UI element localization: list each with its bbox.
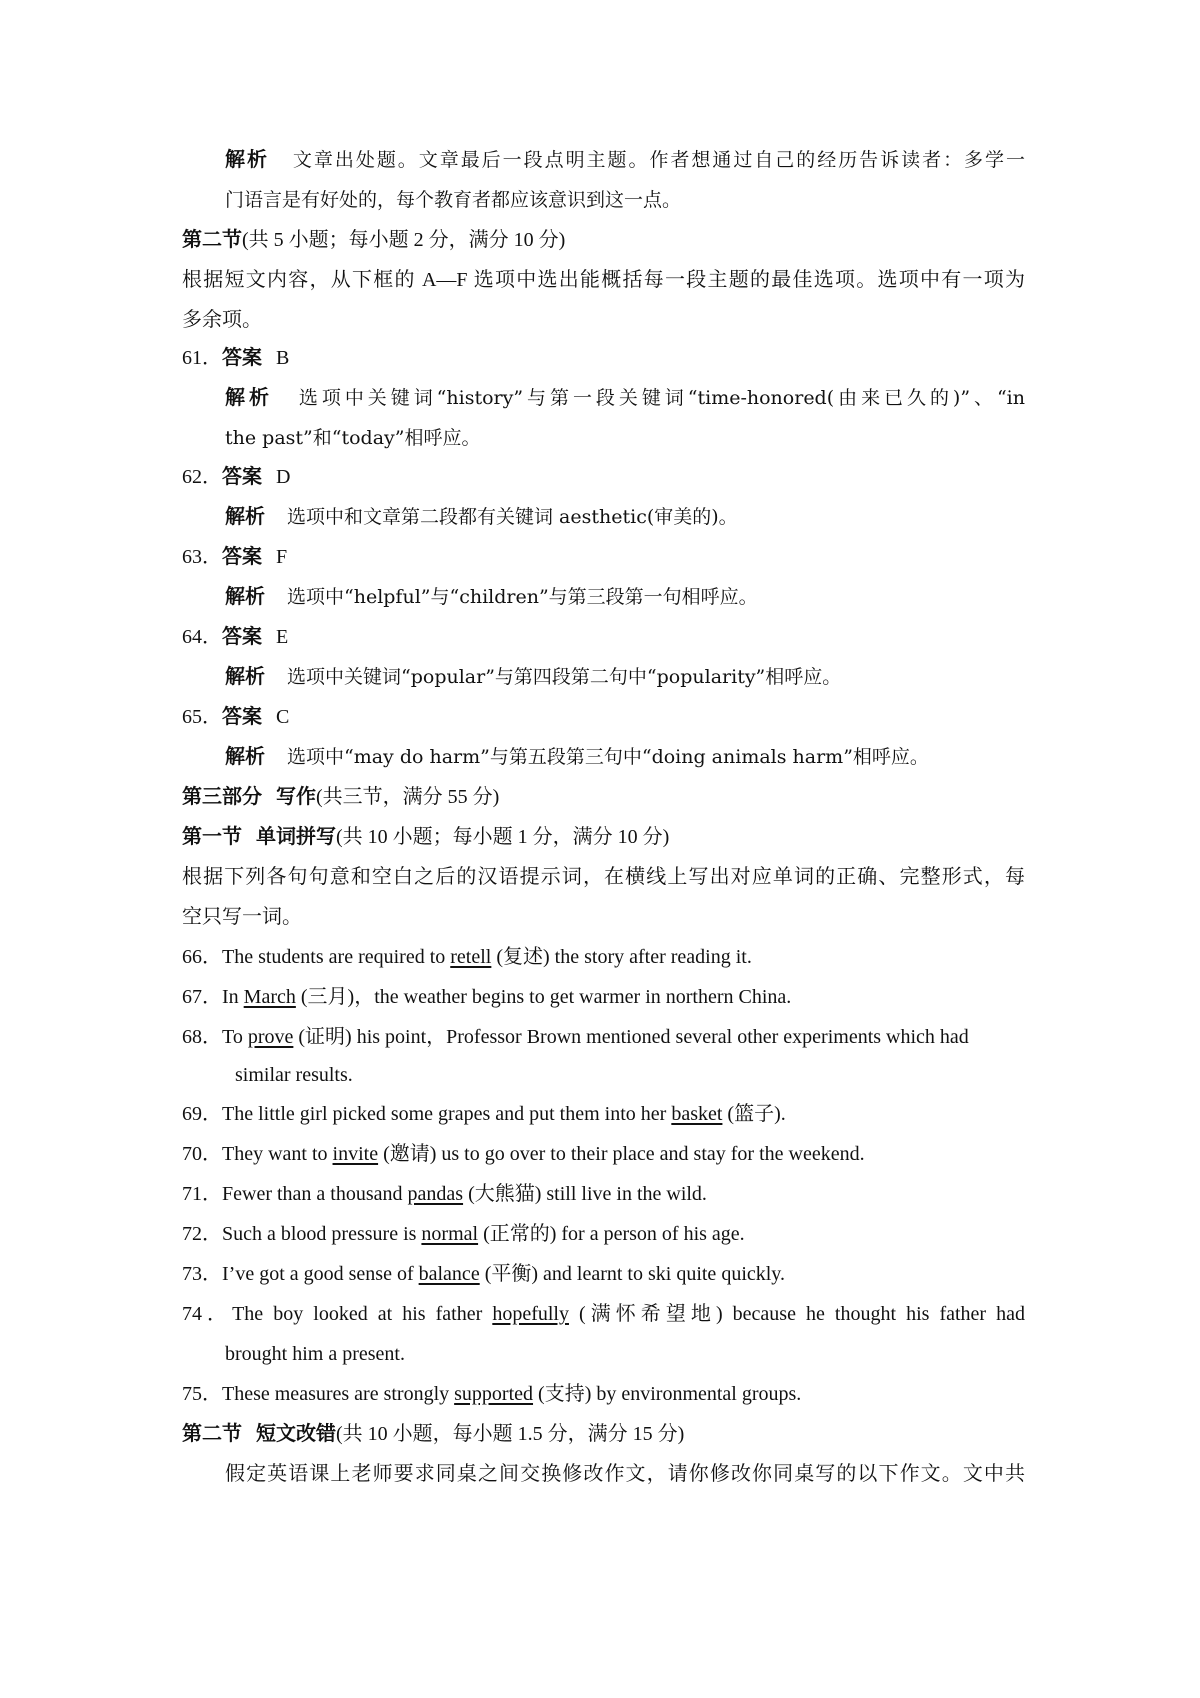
analysis-row [225,502,1025,532]
answer-value: E [276,626,289,648]
section-scoring: (共 10 小题，每小题 1.5 分，满分 15 分) [336,1423,685,1445]
item-text: brought him a present. [225,1343,405,1365]
spelling-item [182,982,1025,1012]
analysis-row [225,423,1025,453]
question-number: 69． [182,1103,222,1125]
item-text: similar results. [235,1064,353,1086]
question-number: 61． [182,347,222,369]
item-text: (证明) his point，Professor Brown mentioned several other experiments which had [293,1026,969,1048]
analysis-text: 选项中关键词“popular”与第四段第二句中“popularity”相呼应。 [287,666,842,688]
spelling-item [182,942,1025,972]
instruction-text: 多余项。 [182,309,262,331]
answer-word: invite [332,1143,379,1165]
spelling-item [182,1379,1025,1409]
analysis-row [225,662,1025,692]
part-heading [182,782,1025,812]
instruction-text: 根据下列各句句意和空白之后的汉语提示词，在横线上写出对应单词的正确、完整形式，每 [182,866,1025,888]
question-number: 74． [182,1303,233,1325]
item-text: The little girl picked some grapes and put them into her [222,1103,672,1125]
item-text: Such a blood pressure is [222,1223,422,1245]
item-text: These measures are strongly [222,1383,455,1405]
instruction-text: 假定英语课上老师要求同桌之间交换修改作文，请你修改你同桌写的以下作文。文中共 [225,1463,1025,1485]
answer-word: hopefully [492,1303,569,1325]
analysis-row [225,582,1025,612]
part-subtitle: 写作 [276,786,316,808]
analysis-text: 选项中和文章第二段都有关键词 aesthetic(审美的)。 [287,506,738,528]
instruction-line [182,862,1025,892]
section-title: 第一节 [182,826,242,848]
item-text: In [222,986,244,1008]
question-number: 65． [182,706,222,728]
spelling-item [182,1022,1025,1052]
question-number: 73． [182,1263,222,1285]
answer-word: supported [454,1383,534,1405]
spelling-item-continuation [225,1339,1025,1369]
question-number: 68． [182,1026,222,1048]
analysis-text: 文章出处题。文章最后一段点明主题。作者想通过自己的经历告诉读者：多学一 [290,149,1025,171]
answer-word: basket [671,1103,723,1125]
top-analysis-line2 [225,185,1025,215]
question-number: 64． [182,626,222,648]
item-text: To [222,1026,248,1048]
analysis-label: 解析 [225,666,265,688]
instruction-line [182,305,1025,335]
top-analysis-line1 [225,145,1025,175]
analysis-row [225,383,1025,413]
answer-word: retell [450,946,492,968]
answer-word: pandas [407,1183,464,1205]
instruction-text: 根据短文内容，从下框的 A—F 选项中选出能概括每一段主题的最佳选项。选项中有一项为 [182,269,1025,291]
answer-label: 答案 [222,706,262,728]
section-title: 第二节 [182,229,242,251]
answer-row [182,702,1025,732]
item-text: The boy looked at his father [232,1303,493,1325]
item-text: The students are required to [222,946,451,968]
answer-value: F [276,546,288,568]
section-heading [182,225,1025,255]
instruction-line [225,1459,1025,1489]
section-subtitle: 短文改错 [256,1423,336,1445]
question-number: 62． [182,466,222,488]
item-text: (篮子). [722,1103,786,1125]
question-number: 70． [182,1143,222,1165]
instruction-text: 空只写一词。 [182,906,302,928]
section-title: 第二节 [182,1423,242,1445]
answer-label: 答案 [222,626,262,648]
item-text: (三月)，the weather begins to get warmer in northern China. [295,986,792,1008]
spelling-item [182,1219,1025,1249]
item-text: (支持) by environmental groups. [533,1383,802,1405]
analysis-label: 解析 [225,506,265,528]
analysis-label: 解析 [225,149,269,171]
analysis-label: 解析 [225,586,265,608]
answer-word: March [243,986,296,1008]
answer-value: C [276,706,290,728]
answer-row [182,462,1025,492]
spelling-item-continuation [235,1060,1025,1090]
answer-word: prove [247,1026,294,1048]
item-text: They want to [222,1143,333,1165]
answer-word: normal [421,1223,479,1245]
instruction-line [182,902,1025,932]
part-title: 第三部分 [182,786,262,808]
item-text: (大熊猫) still live in the wild. [463,1183,707,1205]
item-text: (复述) the story after reading it. [491,946,752,968]
question-number: 66． [182,946,222,968]
item-text: (平衡) and learnt to ski quite quickly. [479,1263,786,1285]
analysis-text: 门语言是有好处的，每个教育者都应该意识到这一点。 [225,189,682,211]
analysis-text: 选项中“helpful”与“children”与第三段第一句相呼应。 [287,586,758,608]
question-number: 67． [182,986,222,1008]
instruction-line [182,265,1025,295]
section-heading [182,1419,1025,1449]
part-scoring: (共三节，满分 55 分) [316,786,500,808]
answer-label: 答案 [222,546,262,568]
question-number: 72． [182,1223,222,1245]
answer-row [182,622,1025,652]
question-number: 71． [182,1183,222,1205]
item-text: (邀请) us to go over to their place and stay for the weekend. [378,1143,865,1165]
section-scoring: (共 5 小题；每小题 2 分，满分 10 分) [242,229,566,251]
analysis-label: 解析 [225,746,265,768]
answer-row [182,343,1025,373]
question-number: 63． [182,546,222,568]
question-number: 75． [182,1383,222,1405]
analysis-label: 解析 [225,387,273,409]
answer-value: D [276,466,291,488]
item-text: (满怀希望地) because he thought his father had [568,1303,1026,1325]
spelling-item [182,1259,1025,1289]
answer-row [182,542,1025,572]
item-text: (正常的) for a person of his age. [478,1223,745,1245]
answer-value: B [276,347,290,369]
spelling-item [182,1179,1025,1209]
section-heading [182,822,1025,852]
section-subtitle: 单词拼写 [256,826,336,848]
analysis-row [225,742,1025,772]
section-scoring: (共 10 小题；每小题 1 分，满分 10 分) [336,826,670,848]
analysis-text: the past”和“today”相呼应。 [225,427,481,449]
analysis-text: 选项中关键词“history”与第一段关键词“time-honored(由来已久的)”、“in [294,387,1025,409]
answer-label: 答案 [222,466,262,488]
item-text: I’ve got a good sense of [222,1263,419,1285]
answer-word: balance [418,1263,480,1285]
spelling-item [182,1299,1025,1329]
item-text: Fewer than a thousand [222,1183,408,1205]
spelling-item [182,1139,1025,1169]
spelling-item [182,1099,1025,1129]
answer-label: 答案 [222,347,262,369]
analysis-text: 选项中“may do harm”与第五段第三句中“doing animals harm”相呼应。 [287,746,929,768]
